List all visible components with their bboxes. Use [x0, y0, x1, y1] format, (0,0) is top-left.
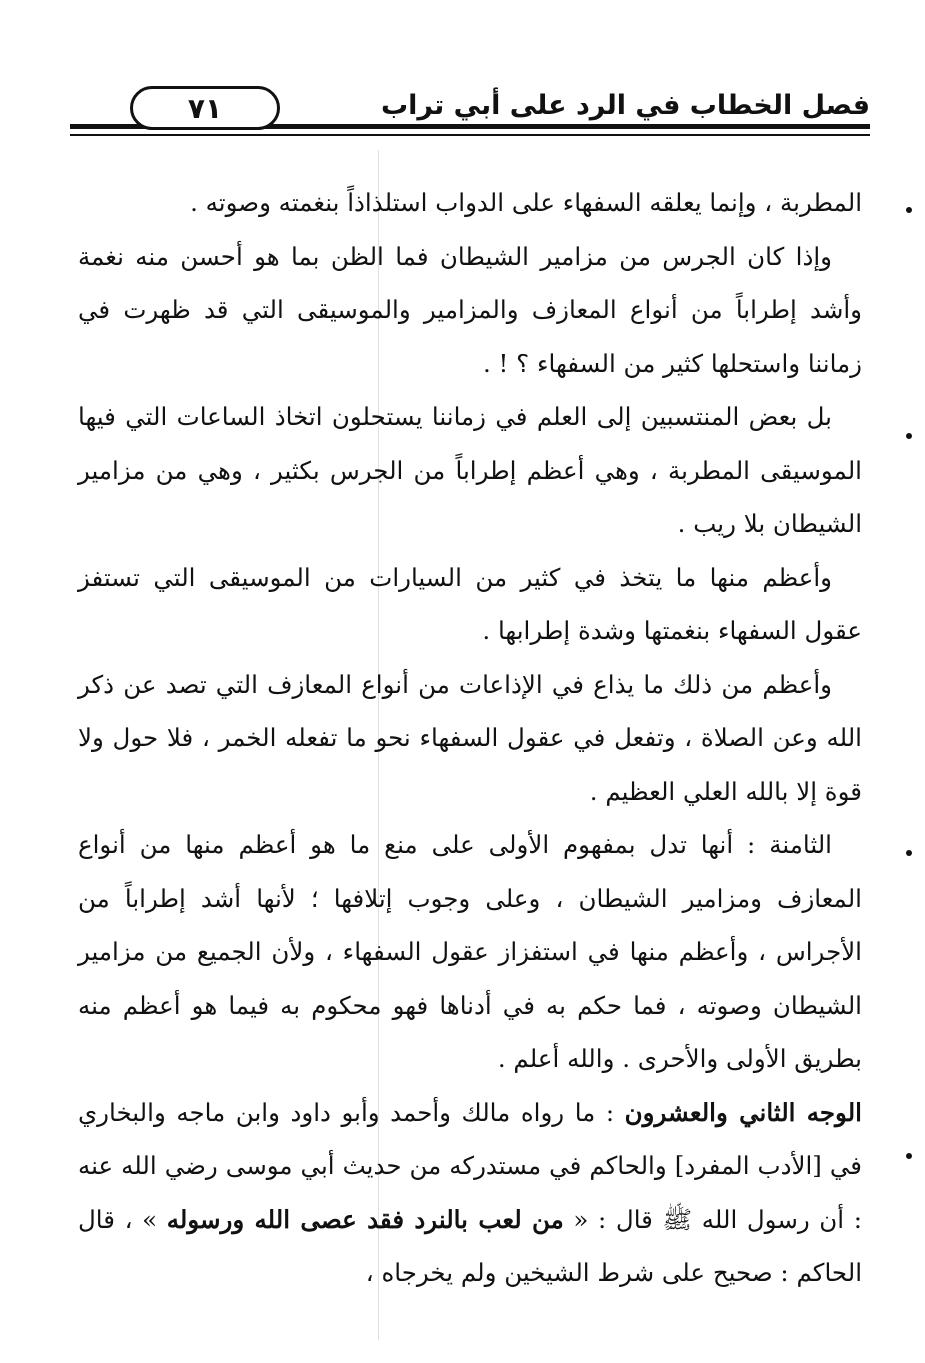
header-rule-thin: [70, 134, 870, 136]
margin-mark: [906, 207, 912, 213]
margin-mark: [906, 850, 912, 856]
paragraph-text: : ما رواه مالك وأحمد وأبو داود وابن ماجه والبخاري في [الأدب المفرد] والحاكم في مستدركه من حديث أبي موسى رضي الله عنه : أن رسول الله ﷺ قال : «: [78, 1097, 862, 1234]
paragraph: وإذا كان الجرس من مزامير الشيطان فما الظن بما هو أحسن منه نغمة وأشد إطراباً من أنواع المعازف والمزامير والموسيقى التي قد ظهرت في زماننا واستحلها كثير من السفهاء ؟ ! .: [78, 241, 862, 378]
paragraph-text: » ، قال الحاكم : صحيح على شرط الشيخين ولم يخرجاه ،: [78, 1204, 862, 1287]
margin-mark: [906, 433, 912, 439]
paragraph: [78, 1086, 862, 1300]
paragraph: المطربة ، وإنما يعلقه السفهاء على الدواب استلذاذاً بنغمته وصوته .: [190, 188, 862, 217]
paragraph: الثامنة : أنها تدل بمفهوم الأولى على منع ما هو أعظم منها من أنواع المعازف ومزامير الشيطان ، وعلى وجوب إتلافها ؛ لأنها أشد إطراباً من الأجراس ، وأعظم منها في استفزاز عقول السفهاء ، ولأن الجميع من مزامير الشيطان وصوته ، فما حكم به في أدناها فهو محكوم به فيما هو أعظم منه بطريق الأولى والأحرى . والله أعلم .: [78, 830, 862, 1073]
page-header: [70, 86, 870, 146]
section-heading: الوجه الثاني والعشرون: [624, 1097, 862, 1127]
paragraph: وأعظم منها ما يتخذ في كثير من السيارات من الموسيقى التي تستفز عقول السفهاء بنغمتها وشدة إطرابها .: [78, 562, 862, 645]
hadith-quote: من لعب بالنرد فقد عصى الله ورسوله: [166, 1204, 564, 1234]
paragraph: وأعظم من ذلك ما يذاع في الإذاعات من أنواع المعازف التي تصد عن ذكر الله وعن الصلاة ، وتفعل في عقول السفهاء نحو ما تفعله الخمر ، فلا حول ولا قوة إلا بالله العلي العظيم .: [78, 669, 862, 806]
running-title: فصل الخطاب في الرد على أبي تراب: [380, 90, 870, 121]
page-number: ٧١: [130, 86, 280, 130]
page-body: [78, 176, 862, 1300]
paragraph: بل بعض المنتسبين إلى العلم في زماننا يستحلون اتخاذ الساعات التي فيها الموسيقى المطربة ، وهي أعظم إطراباً من الجرس بكثير ، وهي من مزامير الشيطان بلا ريب .: [78, 402, 862, 538]
margin-mark: [906, 1153, 912, 1159]
